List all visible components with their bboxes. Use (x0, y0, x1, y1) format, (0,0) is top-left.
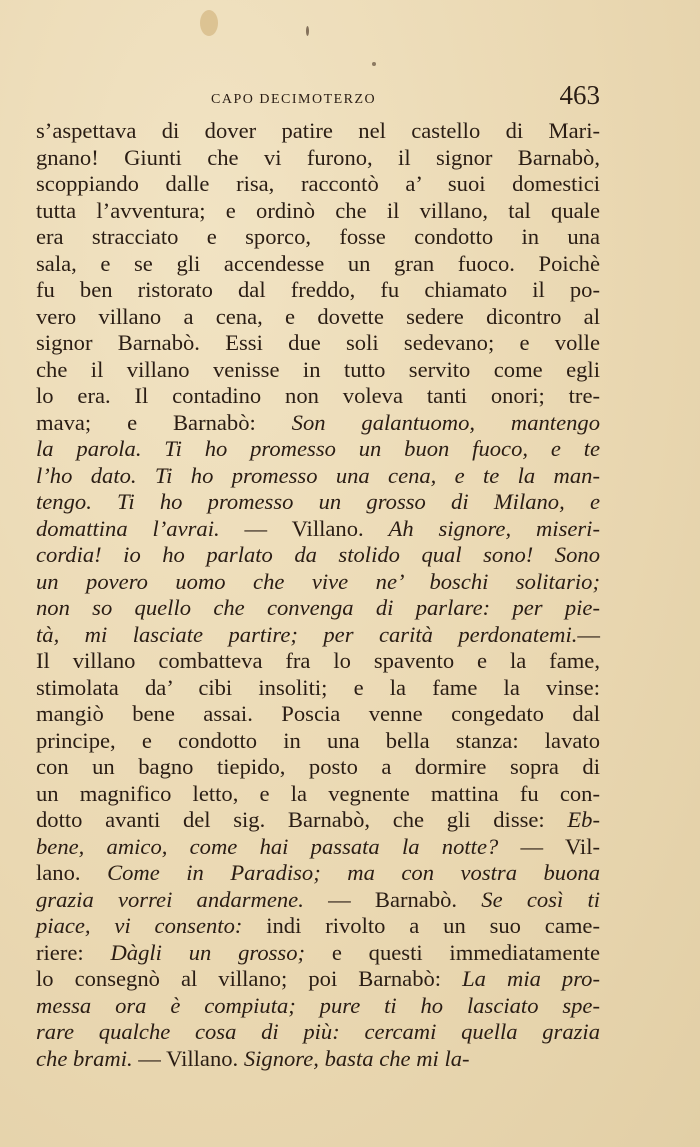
italic-span: La mia pro- (462, 966, 600, 991)
text-span: — (577, 621, 600, 647)
text-span: scoppiando dalle risa, raccontò a’ suoi domestici (36, 171, 600, 196)
text-span: riere: (36, 939, 111, 965)
italic-span: la parola. Ti ho promesso un buon fuoco, e te (36, 436, 600, 461)
page-header (36, 80, 600, 118)
text-line (36, 993, 600, 1020)
text-line (36, 648, 600, 675)
text-line (36, 569, 600, 596)
italic-span: Signore, basta che mi la- (243, 1045, 470, 1071)
text-span: fu ben ristorato dal freddo, fu chiamato il po- (36, 277, 600, 302)
text-line (36, 463, 600, 490)
text-line (36, 357, 600, 384)
italic-span: Son galantuomo, mantengo (291, 409, 600, 435)
text-span: un magnifico letto, e la vegnente mattina fu con- (36, 780, 600, 806)
italic-span: tà, mi lasciate partire; per carità perdonatemi. (36, 621, 578, 647)
italic-span: Se così ti (481, 886, 600, 912)
italic-span: Come in Paradiso; ma con vostra buona (107, 860, 600, 885)
text-line (36, 913, 600, 940)
text-line (36, 807, 600, 834)
paper-stain (372, 62, 376, 66)
text-line (36, 436, 600, 463)
text-line (36, 516, 600, 543)
italic-span: rare qualche cosa di più: cercami quella grazia (36, 1019, 600, 1044)
text-line (36, 1019, 600, 1046)
italic-span: Ah signore, miseri- (388, 515, 600, 541)
text-line (36, 145, 600, 172)
text-line (36, 224, 600, 251)
text-line (36, 966, 600, 993)
italic-span: un povero uomo che vive ne’ boschi solitario; (36, 568, 600, 594)
italic-span: grazia vorrei andarmene. (36, 886, 304, 912)
text-line (36, 1046, 600, 1073)
text-span: mava; e Barnabò: (36, 409, 292, 435)
text-line (36, 330, 600, 357)
text-span: tutta l’avventura; e ordinò che il villano, tal quale (36, 197, 600, 223)
italic-span: tengo. Ti ho promesso un grosso di Milano, e (36, 489, 600, 514)
text-span: — Barnabò. (303, 886, 482, 912)
italic-span: cordia! io ho parlato da stolido qual sono! Sono (36, 542, 600, 567)
text-span: s’aspettava di dover patire nel castello di Mari- (36, 118, 600, 143)
text-line (36, 781, 600, 808)
text-line (36, 171, 600, 198)
text-line (36, 277, 600, 304)
book-page (36, 80, 600, 1072)
italic-span: Dàgli un grosso; (110, 939, 306, 965)
text-span: stimolata da’ cibi insoliti; e la fame la vinse: (36, 674, 600, 700)
text-span: che il villano venisse in tutto servito come egli (36, 356, 600, 382)
italic-span: Eb- (567, 807, 600, 832)
text-span: — Villano. (219, 515, 389, 541)
italic-span: domattina l’avrai. (36, 515, 220, 541)
text-line (36, 383, 600, 410)
italic-span: non so quello che convenga di parlare: per pie- (36, 595, 600, 620)
text-span: — Villano. (132, 1045, 244, 1071)
text-line (36, 542, 600, 569)
text-span: lo era. Il contadino non voleva tanti onori; tre- (36, 383, 600, 408)
text-span: gnano! Giunti che vi furono, il signor Barnabò, (36, 144, 600, 170)
text-line (36, 675, 600, 702)
text-line (36, 622, 600, 649)
text-line (36, 410, 600, 437)
italic-span: messa ora è compiuta; pure ti ho lasciato spe- (36, 992, 600, 1018)
text-line (36, 940, 600, 967)
page-number: 463 (559, 80, 600, 110)
text-span: principe, e condotto in una bella stanza: lavato (36, 727, 600, 753)
italic-span: piace, vi consento: (36, 913, 243, 938)
text-span: lo consegnò al villano; poi Barnabò: (36, 966, 463, 991)
text-span: — Vil- (498, 833, 600, 859)
text-span: signor Barnabò. Essi due soli sedevano; e volle (36, 330, 600, 355)
text-span: sala, e se gli accendesse un gran fuoco. Poichè (36, 250, 600, 276)
text-span: dotto avanti del sig. Barnabò, che gli disse: (36, 807, 568, 832)
text-line (36, 198, 600, 225)
text-span: indi rivolto a un suo came- (242, 913, 600, 938)
text-span: Il villano combatteva fra lo spavento e la fame, (36, 648, 600, 673)
text-span: era stracciato e sporco, fosse condotto in una (36, 224, 600, 249)
italic-span: che brami. (36, 1045, 133, 1071)
text-line (36, 595, 600, 622)
text-line (36, 887, 600, 914)
text-span: lano. (36, 860, 108, 885)
text-line (36, 834, 600, 861)
text-span: mangiò bene assai. Poscia venne congedato dal (36, 701, 600, 726)
italic-span: l’ho dato. Ti ho promesso una cena, e te la man- (36, 462, 600, 488)
text-line (36, 754, 600, 781)
paper-stain (306, 26, 309, 36)
paper-stain (200, 10, 218, 36)
italic-span: bene, amico, come hai passata la notte? (36, 833, 499, 859)
text-span: vero villano a cena, e dovette sedere dicontro al (36, 303, 600, 329)
text-line (36, 860, 600, 887)
running-head: CAPO DECIMOTERZO (211, 92, 377, 107)
text-span: con un bagno tiepido, posto a dormire sopra di (36, 754, 600, 779)
text-line (36, 304, 600, 331)
text-span: e questi immediatamente (305, 939, 601, 965)
text-line (36, 489, 600, 516)
text-line (36, 118, 600, 145)
text-line (36, 701, 600, 728)
body-text (36, 118, 600, 1072)
text-line (36, 728, 600, 755)
text-line (36, 251, 600, 278)
